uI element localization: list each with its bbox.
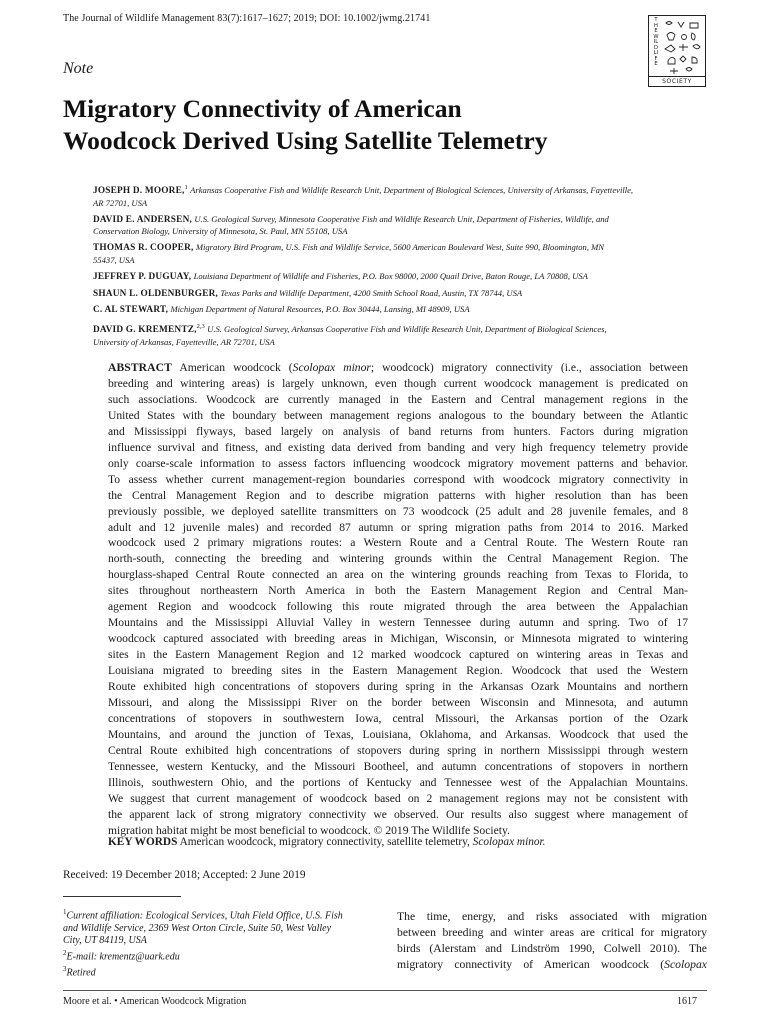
author-name: DAVID G. KREMENTZ,	[93, 325, 197, 336]
received-dates: Received: 19 December 2018; Accepted: 2 June 2019	[63, 869, 306, 881]
abstract-line-text: American woodcock (Scolopax minor; woodcock) migratory connectivity (i.e., association between	[171, 361, 688, 374]
abstract-line	[108, 392, 688, 408]
abstract-line-text: Missouri, and along the Mississippi River on the border between Wisconsin and Minnesota, and autumn	[108, 696, 688, 710]
footnote-text: and Wildlife Service, 2369 West Orton Circle, Suite 50, West Valley	[63, 922, 332, 934]
author-list	[93, 182, 713, 353]
abstract-line	[108, 759, 688, 775]
author-name: THOMAS R. COOPER,	[93, 243, 194, 254]
abstract-line-text: previously possible, we deployed satellite transmitters on 73 woodcock (25 adult and 28 juvenile females, and 8	[108, 504, 688, 518]
body-line: The time, energy, and risks associated with migration	[397, 910, 707, 923]
logo-glyph-art	[662, 19, 704, 77]
abstract-line-text: woodcock used 2 primary migrations routes: a Western Route and a Central Route. The Western Route ran	[108, 536, 688, 550]
author-affiliation-cont: AR 72701, USA	[93, 197, 148, 208]
author-affiliation-cont: University of Arkansas, Fayetteville, AR 72701, USA	[93, 337, 275, 348]
abstract-line-text: Illinois, southwestern Ohio, and the portions of Kentucky and Tennessee west of the Appalachian Mountains.	[108, 775, 688, 789]
abstract-line	[108, 791, 688, 807]
title-line-2: Woodcock Derived Using Satellite Telemetry	[63, 126, 548, 155]
abstract-line-text: sites throughout northeastern North America in both the Eastern Management Region and Central Man-	[108, 584, 688, 598]
species-name: Scolopax	[664, 957, 707, 971]
abstract-line-text: We suggest that current management of woodcock based on 2 management regions may not be consistent with	[108, 791, 688, 805]
abstract-line-text: north-south, connecting the breeding and wintering grounds within the Central Management Region. The	[108, 552, 688, 566]
author-affiliation-marker: 1	[184, 184, 188, 191]
abstract-line	[108, 408, 688, 424]
abstract-line-text: only coarse-scale information to assess factors influencing woodcock migratory movement patterns and behavior.	[108, 456, 688, 470]
keywords-italic: Scolopax minor.	[472, 836, 546, 848]
abstract-line-text: such associations. Woodcock are currently managed in the Eastern and Central management regions in the	[108, 392, 688, 406]
abstract-line-text: influence survival and fitness, and existing data derived from banding and very high frequency telemetry provide	[108, 440, 688, 454]
author-affiliation: Texas Parks and Wildlife Department, 4200 Smith School Road, Austin, TX 78744, USA	[220, 287, 523, 298]
abstract-line-text: the apparent lack of strong migratory connectivity we observed. Our results also suggest where management of	[108, 807, 688, 821]
abstract-line	[108, 647, 688, 663]
author-entry	[93, 182, 713, 210]
wildlife-society-logo	[648, 15, 706, 87]
abstract-label: ABSTRACT	[108, 361, 172, 374]
abstract-line	[108, 695, 688, 711]
abstract-line	[108, 472, 688, 488]
abstract-line-text: breeding and wintering areas) is largely unknown, even though current woodcock management is predicated on	[108, 376, 688, 390]
author-entry	[93, 304, 713, 317]
abstract-line	[108, 440, 688, 456]
abstract-line	[108, 807, 688, 823]
abstract-line	[108, 456, 688, 472]
abstract-line	[108, 551, 688, 567]
abstract-line	[108, 775, 688, 791]
author-name: SHAUN L. OLDENBURGER,	[93, 288, 219, 299]
logo-vertical-text	[652, 18, 660, 78]
abstract-line-text: and Mississippi flyways, based largely on analysis of band returns from hunters. Factors during migration	[108, 424, 688, 438]
footnote-line	[63, 963, 383, 980]
author-entry	[93, 242, 713, 267]
body-line: birds (Alerstam and Lindström 1990, Colwell 2010). The	[397, 941, 707, 955]
abstract-line-text: hourglass-shaped Central Route connected an area on the wintering grounds reaching from Texas to Florida, to	[108, 568, 688, 582]
keywords	[108, 836, 545, 848]
logo-vertical-letters: THE WILDLIFE	[653, 17, 659, 67]
article-type: Note	[63, 60, 94, 77]
author-affiliation: U.S. Geological Survey, Minnesota Cooperative Fish and Wildlife Research Unit, Department of Fisheries, Wildlife, and	[194, 213, 609, 224]
abstract-line-text: Mountains, and around the junction of Texas, Louisiana, Oklahoma, and Arkansas. Woodcock that used the	[108, 727, 688, 741]
author-affiliation-cont: 55437, USA	[93, 255, 135, 266]
author-name: DAVID E. ANDERSEN,	[93, 214, 193, 225]
abstract-line	[108, 679, 688, 695]
page-number: 1617	[677, 996, 697, 1007]
abstract-line-text: Louisiana migrated to breeding sites in the Eastern Management Region. Woodcock that used the Western	[108, 664, 688, 678]
abstract-line	[108, 631, 688, 647]
author-affiliation: Louisiana Department of Wildlife and Fisheries, P.O. Box 98000, 2000 Quail Drive, Baton Rouge, LA 70808, USA	[193, 270, 588, 281]
abstract-line	[108, 615, 688, 631]
running-footer: Moore et al. • American Woodcock Migration	[63, 996, 247, 1007]
species-name: Scolopax minor	[292, 361, 371, 374]
footnote-text: Current affiliation: Ecological Services, Utah Field Office, U.S. Fish	[66, 910, 343, 922]
abstract-line-text: concentrations of stopovers in southwestern Iowa, central Missouri, the Arkansas portion of the Ozark	[108, 711, 688, 725]
abstract-line-text: sites in the Eastern Management Region and 12 marked woodcock captured on wintering areas in Texas and	[108, 648, 688, 662]
abstract-line	[108, 520, 688, 536]
author-affiliation: Arkansas Cooperative Fish and Wildlife Research Unit, Department of Biological Sciences, University of Arkansas, Fayetteville,	[190, 185, 634, 196]
abstract-line-text: Mountains and the Mississippi Alluvial Valley in western Tennessee during autumn and spring. Two of 17	[108, 616, 688, 630]
footnote-line	[63, 923, 383, 935]
author-affiliation: Michigan Department of Natural Resources, P.O. Box 30444, Lansing, MI 48909, USA	[170, 304, 470, 315]
author-affiliation-cont: Conservation Biology, University of Minnesota, St. Paul, MN 55108, USA	[93, 226, 348, 237]
author-affiliation-marker: 2,3	[196, 323, 205, 331]
footer-divider	[63, 990, 707, 991]
keywords-label: KEY WORDS	[108, 836, 178, 848]
footnote-line	[63, 935, 383, 947]
footnote-marker: 2	[63, 948, 67, 957]
abstract-line-text: United States with the boundary between management regions analogous to the boundary between the Atlantic	[108, 408, 688, 422]
abstract-line-text: To assess whether current management-region boundaries correspond with woodcock migratory connectivity in	[108, 472, 688, 486]
author-affiliation: Migratory Bird Program, U.S. Fish and Wildlife Service, 5600 American Boulevard West, Suite 990, Bloomington, MN	[195, 242, 605, 253]
footnote-text: City, UT 84119, USA	[63, 934, 147, 946]
abstract-line	[108, 663, 688, 679]
author-entry	[93, 288, 713, 301]
author-name: C. AL STEWART,	[93, 305, 169, 316]
footnote-text: Retired	[66, 967, 96, 979]
abstract-line	[108, 743, 688, 759]
footnote-line	[63, 947, 383, 964]
abstract-line	[108, 360, 688, 376]
body-line: migratory connectivity of American woodcock (Scolopax	[397, 957, 707, 971]
abstract-line	[108, 535, 688, 551]
abstract-line-text: Central Route exhibited high concentrations of stopovers during spring in northern Mississippi through western	[108, 743, 688, 757]
footnote-line	[63, 906, 383, 923]
abstract-line	[108, 599, 688, 615]
abstract-line-text: adult and 12 juvenile males) and recorded 87 autumn or spring migration paths from 2014 to 2016. Marked	[108, 520, 688, 534]
abstract-line	[108, 567, 688, 583]
body-line: between breeding and winter areas are critical for migratory	[397, 925, 707, 939]
author-name: JEFFREY P. DUGUAY,	[93, 271, 192, 282]
author-entry	[93, 214, 713, 239]
abstract-line-text: Route exhibited high concentrations of stopovers during spring in the Arkansas Ozark Mountains and northern	[108, 680, 688, 694]
journal-citation: The Journal of Wildlife Management 83(7):1617–1627; 2019; DOI: 10.1002/jwmg.21741	[63, 13, 431, 24]
abstract-line	[108, 488, 688, 504]
abstract-line-text: Tennessee, western Kentucky, and the Missouri Bootheel, and autumn concentrations of stopovers in northern	[108, 759, 688, 773]
author-name: JOSEPH D. MOORE,	[93, 186, 185, 197]
abstract-line	[108, 376, 688, 392]
abstract	[108, 360, 688, 839]
article-title	[63, 93, 663, 157]
abstract-line	[108, 727, 688, 743]
author-affiliation: U.S. Geological Survey, Arkansas Cooperative Fish and Wildlife Research Unit, Department of Biological Sciences,	[207, 324, 607, 335]
abstract-line	[108, 424, 688, 440]
title-line-1: Migratory Connectivity of American	[63, 94, 462, 123]
abstract-line	[108, 504, 688, 520]
abstract-line	[108, 711, 688, 727]
footnote-divider	[63, 896, 181, 897]
footnote-text: E-mail: krementz@uark.edu	[66, 951, 180, 963]
abstract-line	[108, 583, 688, 599]
footnotes	[63, 906, 383, 980]
abstract-line-text: agement Region and woodcock following this route migrated through the area between the Appalachian	[108, 600, 688, 614]
abstract-line-text: the Central Management Region and to describe migration patterns with higher resolution than has been	[108, 488, 688, 502]
footnote-marker: 3	[63, 965, 67, 974]
author-entry	[93, 271, 713, 284]
keywords-text: American woodcock, migratory connectivity, satellite telemetry,	[177, 836, 473, 848]
abstract-line-text: woodcock captured associated with breeding areas in Michigan, Wisconsin, or Minnesota migrated to wintering	[108, 632, 688, 646]
body-text-column	[397, 909, 707, 973]
abstract-line-text: migration habitat might be most beneficial to woodcock. © 2019 The Wildlife Society.	[108, 823, 510, 837]
author-entry	[93, 321, 713, 349]
footnote-marker: 1	[63, 908, 67, 916]
logo-society-text: SOCIETY	[649, 76, 705, 86]
